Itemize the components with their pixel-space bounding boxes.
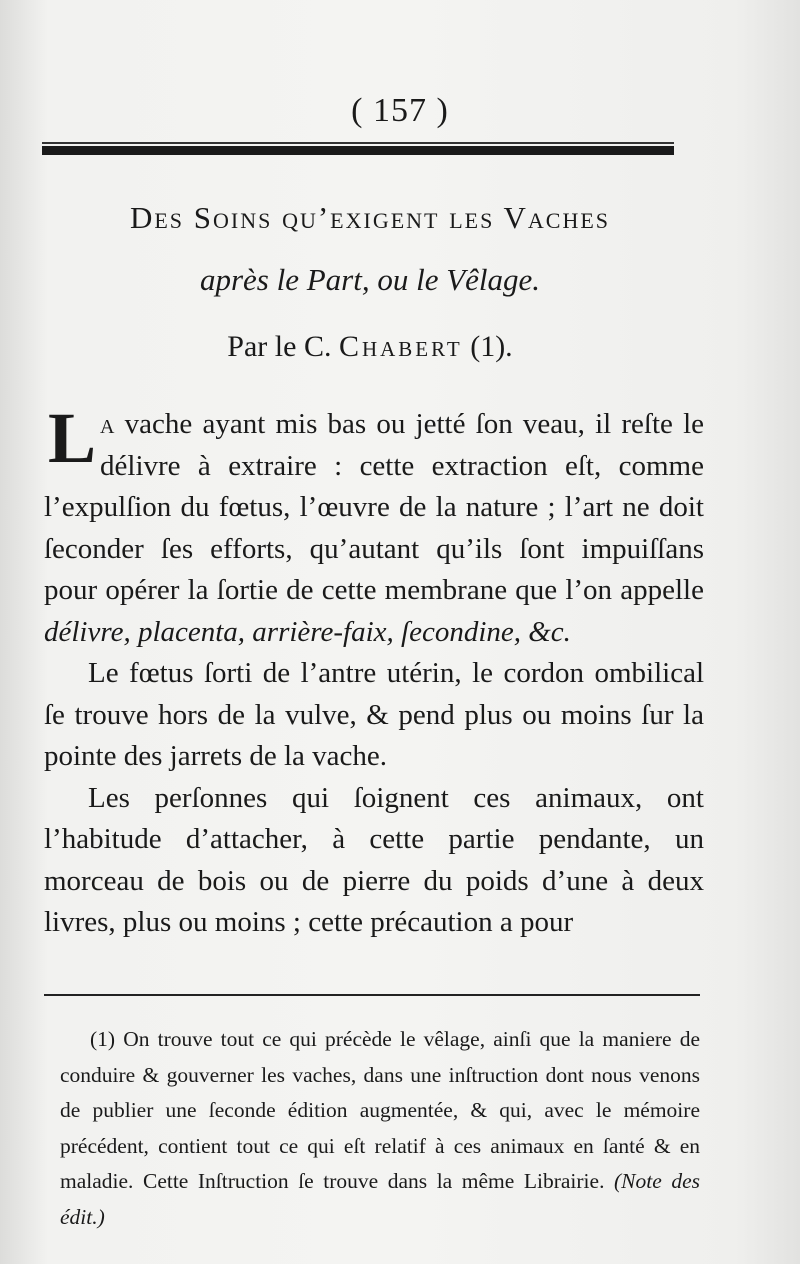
editor-note: (Note des édit.) <box>60 1169 700 1229</box>
body-text <box>44 398 704 944</box>
author-name: Chabert <box>338 330 463 363</box>
chapter-subtitle: après le Part, ou le Vêlage. <box>199 262 541 297</box>
paragraph-1-italic-terms: délivre, placenta, arrière-faix, ſecondine, &c. <box>44 615 571 648</box>
paragraph-1-text: vache ayant mis bas ou jetté ſon veau, il reſte le délivre à extraire : cette extraction eſt, comme l’expulſion du fœtus, l’œuvre de la nature ; l’art ne doit ſeconder ſes efforts, qu’autant qu’ils ſont impuiſſans pour opérer la ſortie de cette membrane que l’on appelle <box>44 408 704 606</box>
footnote <box>60 1022 700 1235</box>
footnote-paragraph <box>60 1022 700 1235</box>
byline <box>40 330 700 364</box>
header-rule-thick <box>42 146 674 155</box>
footnote-marker: (1). <box>470 330 513 363</box>
header-rule-thin <box>42 142 674 144</box>
footnote-rule <box>44 994 700 996</box>
page-number: ( 157 ) <box>351 92 449 129</box>
byline-prefix: Par le C. <box>227 330 332 363</box>
footnote-text: (1) On trouve tout ce qui précède le vêlage, ainſi que la maniere de conduire & gouverner les vaches, dans une inſtruction dont nous venons de publier une ſeconde édition augmentée, & qui, avec le mémoire précédent, contient tout ce qui eſt relatif à ces animaux en ſanté & en maladie. Cette Inſtruction ſe trouve dans la même Librairie. <box>60 1027 700 1193</box>
chapter-title: Des Soins qu’exigent les Vaches <box>129 200 611 235</box>
paragraph-1 <box>44 398 704 653</box>
paragraph-2: Le fœtus ſorti de l’antre utérin, le cordon ombilical ſe trouve hors de la vulve, & pend plus ou moins ſur la pointe des jarrets de la vache. <box>44 657 704 772</box>
drop-cap: L <box>48 398 97 478</box>
paragraph-1-lead: a <box>100 408 115 440</box>
paragraph-3: Les perſonnes qui ſoignent ces animaux, ont l’habitude d’attacher, à cette partie pendante, un morceau de bois ou de pierre du poids d’une à deux livres, plus ou moins ; cette précaution a pour <box>44 781 704 938</box>
